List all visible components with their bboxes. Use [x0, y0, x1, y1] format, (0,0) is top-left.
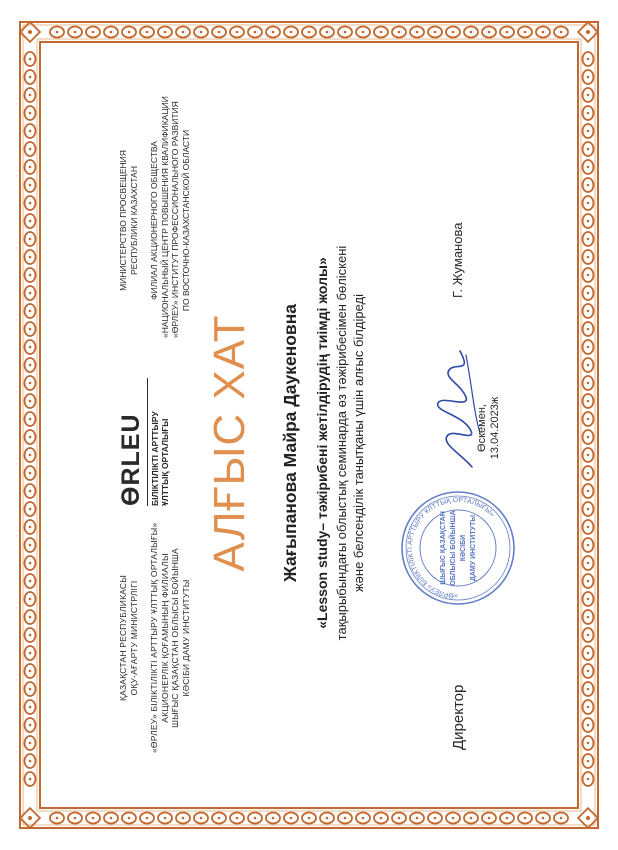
logo-wordmark: ӨRLEU — [117, 413, 145, 506]
right-header — [118, 96, 191, 338]
seal-center-line: ДАМУ ИНСТИТУТЫ — [470, 514, 477, 582]
seal-center-line: КӘСІБИ — [460, 534, 467, 562]
certificate-content — [58, 98, 558, 788]
signatory-role: Директор — [450, 684, 467, 750]
right-header-line: «НАЦИОНАЛЬНЫЙ ЦЕНТР ПОВЫШЕНИЯ КВАЛИФИКАЦИИ — [159, 96, 170, 338]
body-text-line: және белсенділік танытқаны үшін алғыс білдіреді — [351, 293, 366, 593]
orleu-logo — [118, 366, 170, 506]
right-header-line: РЕСПУБЛИКИ КАЗАХСТАН — [128, 166, 139, 275]
city: Өскемен, — [476, 404, 488, 452]
official-seal — [398, 488, 518, 608]
left-header-line: ШЫҒЫС ҚАЗАҚСТАН ОБЛЫСЫ БОЙЫНША — [170, 548, 180, 728]
seal-ring-text: «ӨРЛЕУ» БІЛІКТІЛІКТІ АРТТЫРУ ҰЛТТЫҚ ОРТАЛЫҒЫ» — [406, 496, 496, 600]
logo-subtitle-2: ҰЛТТЫҚ ОРТАЛЫҒЫ — [160, 418, 170, 506]
left-header-line: КӘСІБИ ДАМУ ИНСТИТУТЫ — [180, 579, 191, 697]
body-text-line: тақырыбындағы облыстық семинарда өз тәжірибесімен бөліскені — [334, 245, 349, 641]
place-and-date — [476, 358, 502, 498]
certificate-title: АЛҒЫС ХАТ — [205, 314, 254, 572]
left-header-line: АКЦИОНЕРЛІК ҚОҒАМЫНЫҢ ФИЛИАЛЫ — [159, 553, 170, 723]
signatory-name: Г. Жуманова — [450, 222, 465, 298]
right-header-line: ПО ВОСТОЧНО-КАЗАХСТАНСКОЙ ОБЛАСТИ — [180, 129, 191, 312]
date: 13.04.2023ж — [489, 396, 501, 460]
recipient-name: Жағыпанова Майра Даукеновна — [280, 304, 300, 582]
left-header-line: ҚАЗАҚСТАН РЕСПУБЛИКАСЫ — [118, 575, 128, 701]
left-header — [118, 523, 191, 753]
seal-center-line: ШЫҒЫС ҚАЗАҚСТАН — [440, 511, 447, 585]
right-header-line: ФИЛИАЛ АКЦИОНЕРНОГО ОБЩЕСТВА — [149, 141, 159, 300]
left-header-line: ОҚУ-АҒАРТУ МИНИСТРЛІГІ — [128, 580, 139, 696]
right-header-line: «ӨРЛЕУ» ИНСТИТУТ ПРОФЕССИОНАЛЬНОГО РАЗВИТИЯ — [170, 101, 180, 338]
logo-subtitle-1: БІЛІКТІЛІКТІ АРТТЫРУ — [150, 411, 160, 506]
right-header-line: МИНИСТЕРСТВО ПРОСВЕЩЕНИЯ — [118, 150, 128, 291]
seminar-topic: «Lesson study– тәжірибені жетілдірудің тиімді жолы» — [314, 257, 330, 629]
left-header-line: «ӨРЛЕУ» БІЛІКТІЛІКТІ АРТТЫРУ ҰЛТТЫҚ ОРТАЛЫҒЫ» — [149, 522, 159, 753]
seal-center-line: ОБЛЫСЫ БОЙЫНША — [450, 510, 457, 586]
